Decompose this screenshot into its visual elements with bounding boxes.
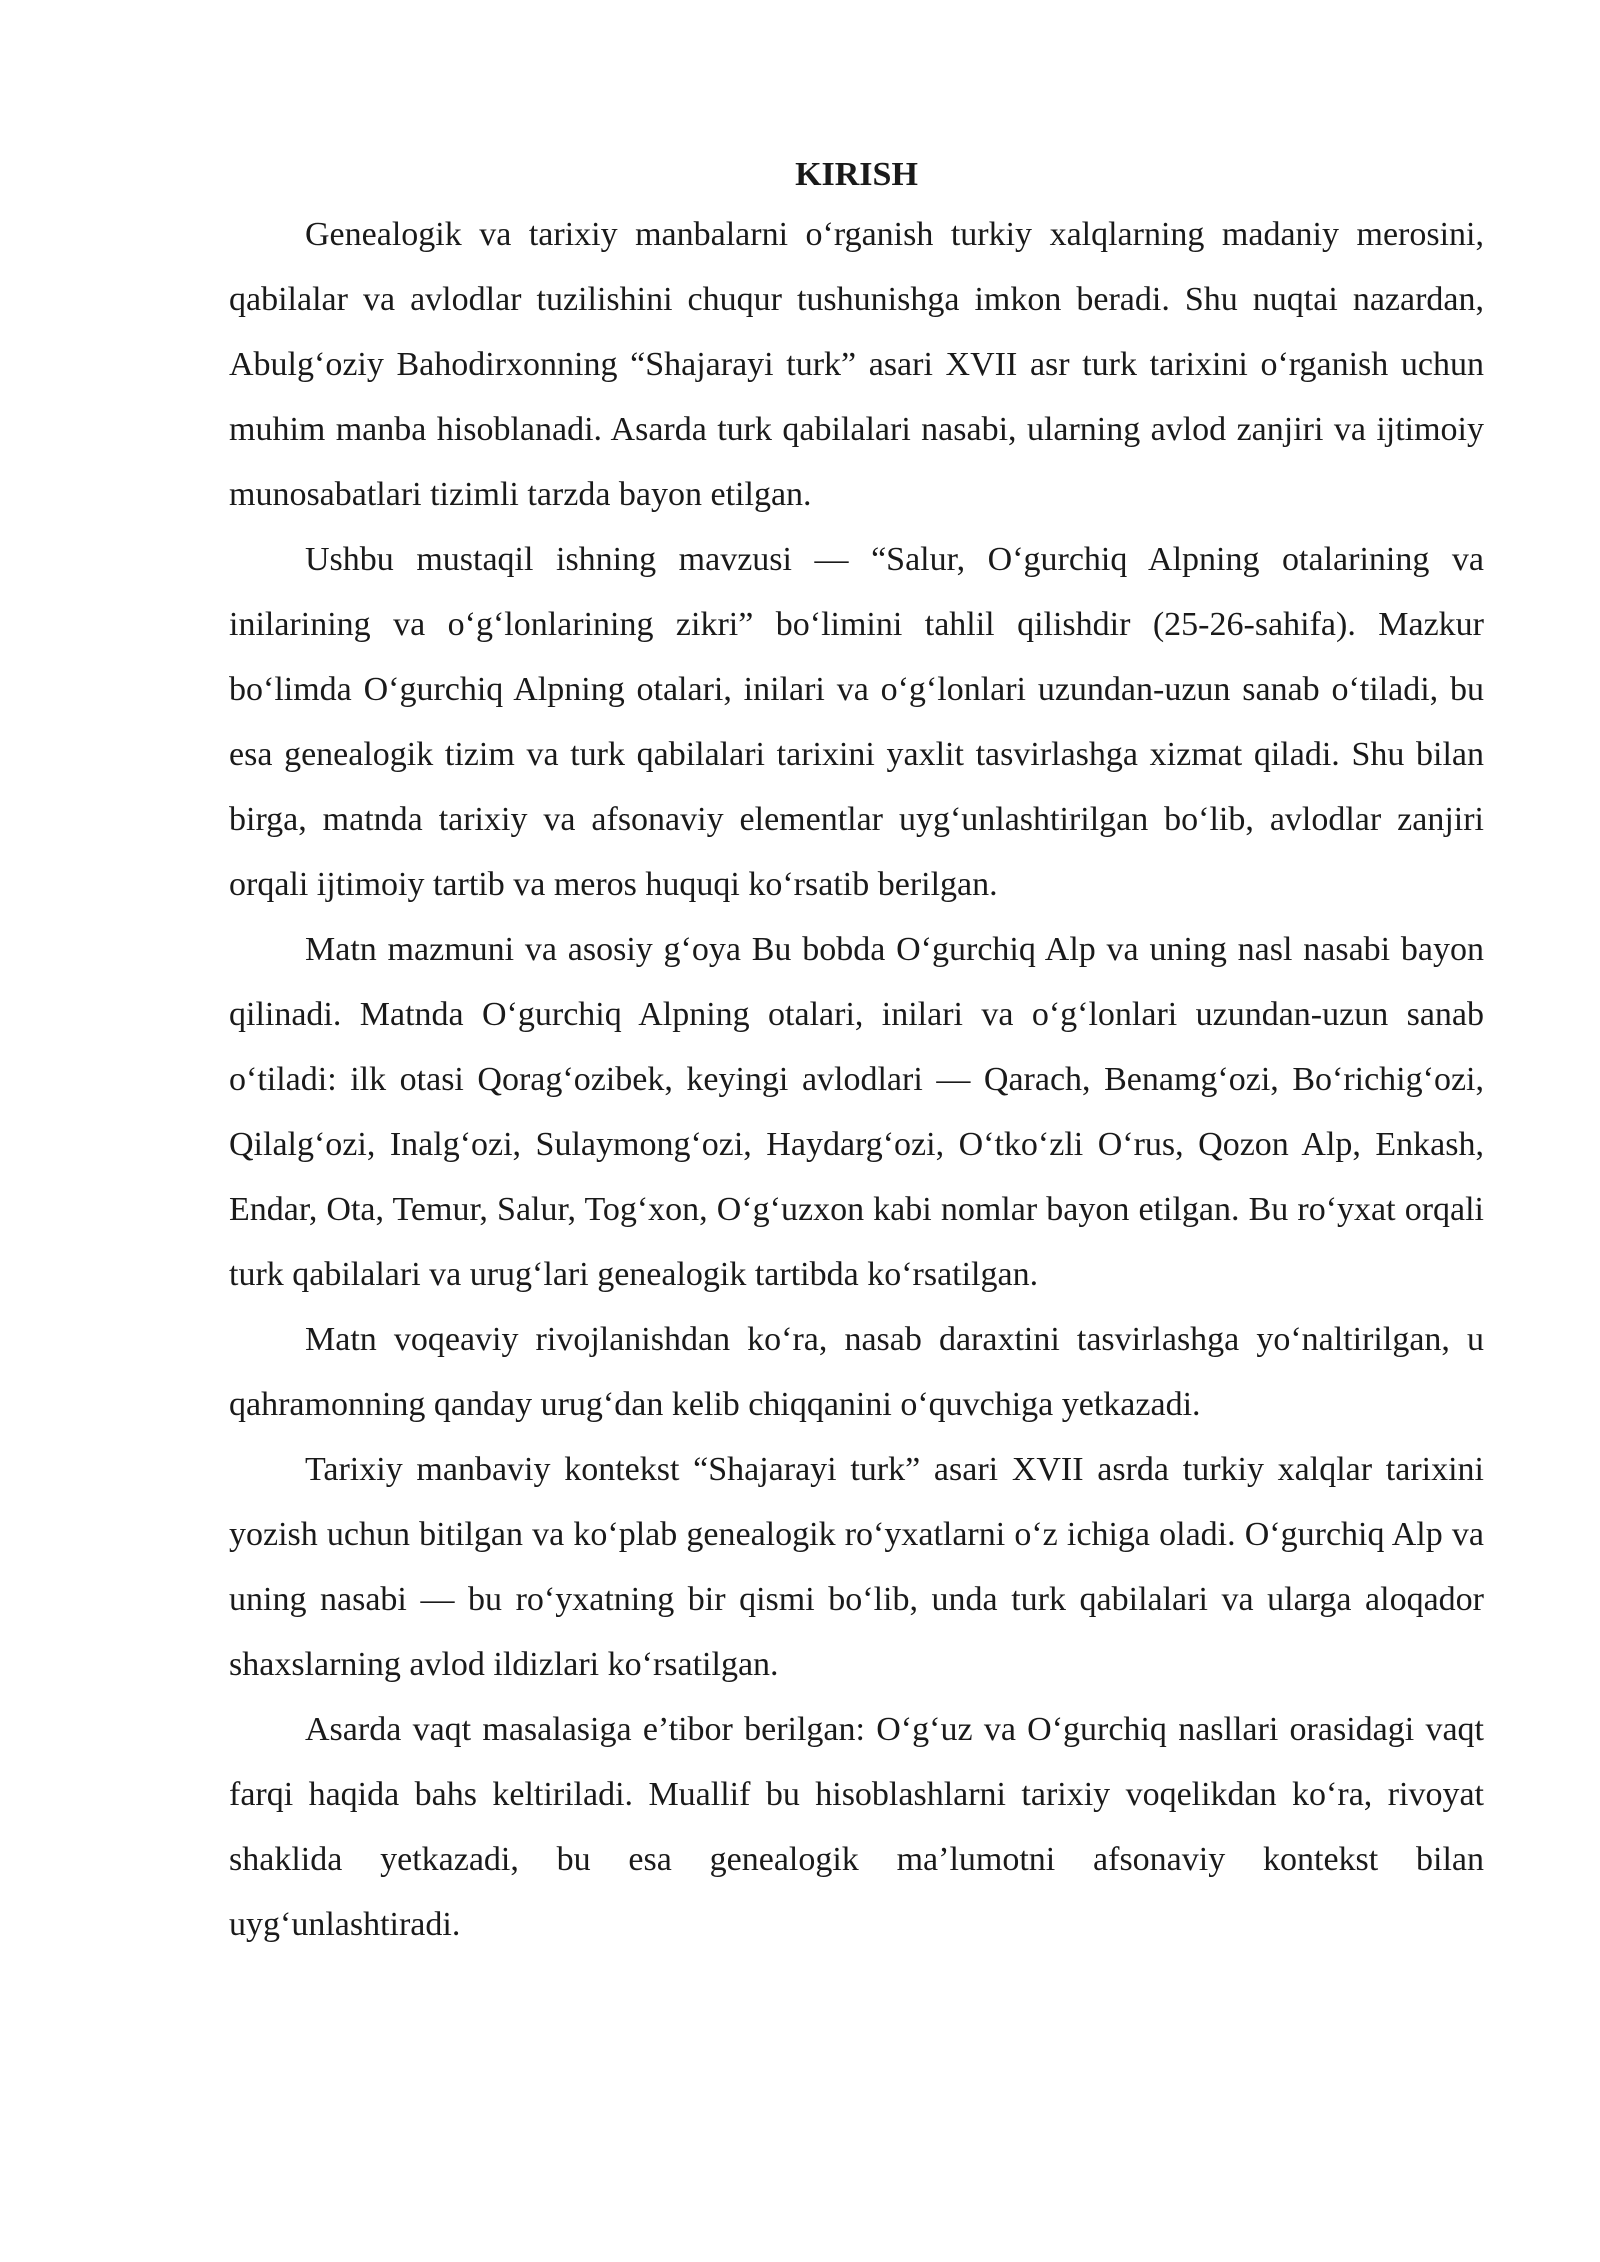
paragraph-content: Matn mazmuni va asosiy g‘oya Bu bobda O‘gurchiq Alp va uning nasl nasabi bayon qilinadi. Matnda O‘gurchiq Alpning otalari, inilari va o‘g‘lonlari uzundan-uzun sanab o‘tiladi: ilk otasi Qorag‘ozibek, keyingi avlodlari — Qarach, Benamg‘ozi, Bo‘richig‘ozi, Qilalg‘ozi, Inalg‘ozi, Sulaymong‘ozi, Haydarg‘ozi, O‘tko‘zli O‘rus, Qozon Alp, Enkash, Endar, Ota, Temur, Salur, Tog‘xon, O‘g‘uzxon kabi nomlar bayon etilgan. Bu ro‘yxat orqali turk qabilalari va urug‘lari genealogik tartibda ko‘rsatilgan. [229,931,1484,1293]
page-heading: KIRISH [795,156,918,193]
paragraph-narrative: Matn voqeaviy rivojlanishdan ko‘ra, nasab daraxtini tasvirlashga yo‘naltirilgan, u qahramonning qanday urug‘dan kelib chiqqanini o‘quvchiga yetkazadi. [229,1321,1484,1423]
paragraph-context: Tarixiy manbaviy kontekst “Shajarayi turk” asari XVII asrda turkiy xalqlar tarixini yozish uchun bitilgan va ko‘plab genealogik ro‘yxatlarni o‘z ichiga oladi. O‘gurchiq Alp va uning nasabi — bu ro‘yxatning bir qismi bo‘lib, unda turk qabilalari va ularga aloqador shaxslarning avlod ildizlari ko‘rsatilgan. [229,1451,1484,1683]
document-body [229,148,1484,1957]
paragraph-topic: Ushbu mustaqil ishning mavzusi — “Salur, O‘gurchiq Alpning otalarining va inilarining va o‘g‘lonlarining zikri” bo‘limini tahlil qilishdir (25-26-sahifa). Mazkur bo‘limda O‘gurchiq Alpning otalari, inilari va o‘g‘lonlari uzundan-uzun sanab o‘tiladi, bu esa genealogik tizim va turk qabilalari tarixini yaxlit tasvirlashga xizmat qiladi. Shu bilan birga, matnda tarixiy va afsonaviy elementlar uyg‘unlashtirilgan bo‘lib, avlodlar zanjiri orqali ijtimoiy tartib va meros huquqi ko‘rsatib berilgan. [229,541,1484,903]
paragraph-time: Asarda vaqt masalasiga e’tibor berilgan: O‘g‘uz va O‘gurchiq nasllari orasidagi vaqt farqi haqida bahs keltiriladi. Muallif bu hisoblashlarni tarixiy voqelikdan ko‘ra, rivoyat shaklida yetkazadi, bu esa genealogik ma’lumotni afsonaviy kontekst bilan uyg‘unlashtiradi. [229,1711,1484,1943]
paragraph-intro: Genealogik va tarixiy manbalarni o‘rganish turkiy xalqlarning madaniy merosini, qabilalar va avlodlar tuzilishini chuqur tushunishga imkon beradi. Shu nuqtai nazardan, Abulg‘oziy Bahodirxonning “Shajarayi turk” asari XVII asr turk tarixini o‘rganish uchun muhim manba hisoblanadi. Asarda turk qabilalari nasabi, ularning avlod zanjiri va ijtimoiy munosabatlari tizimli tarzda bayon etilgan. [229,216,1484,513]
